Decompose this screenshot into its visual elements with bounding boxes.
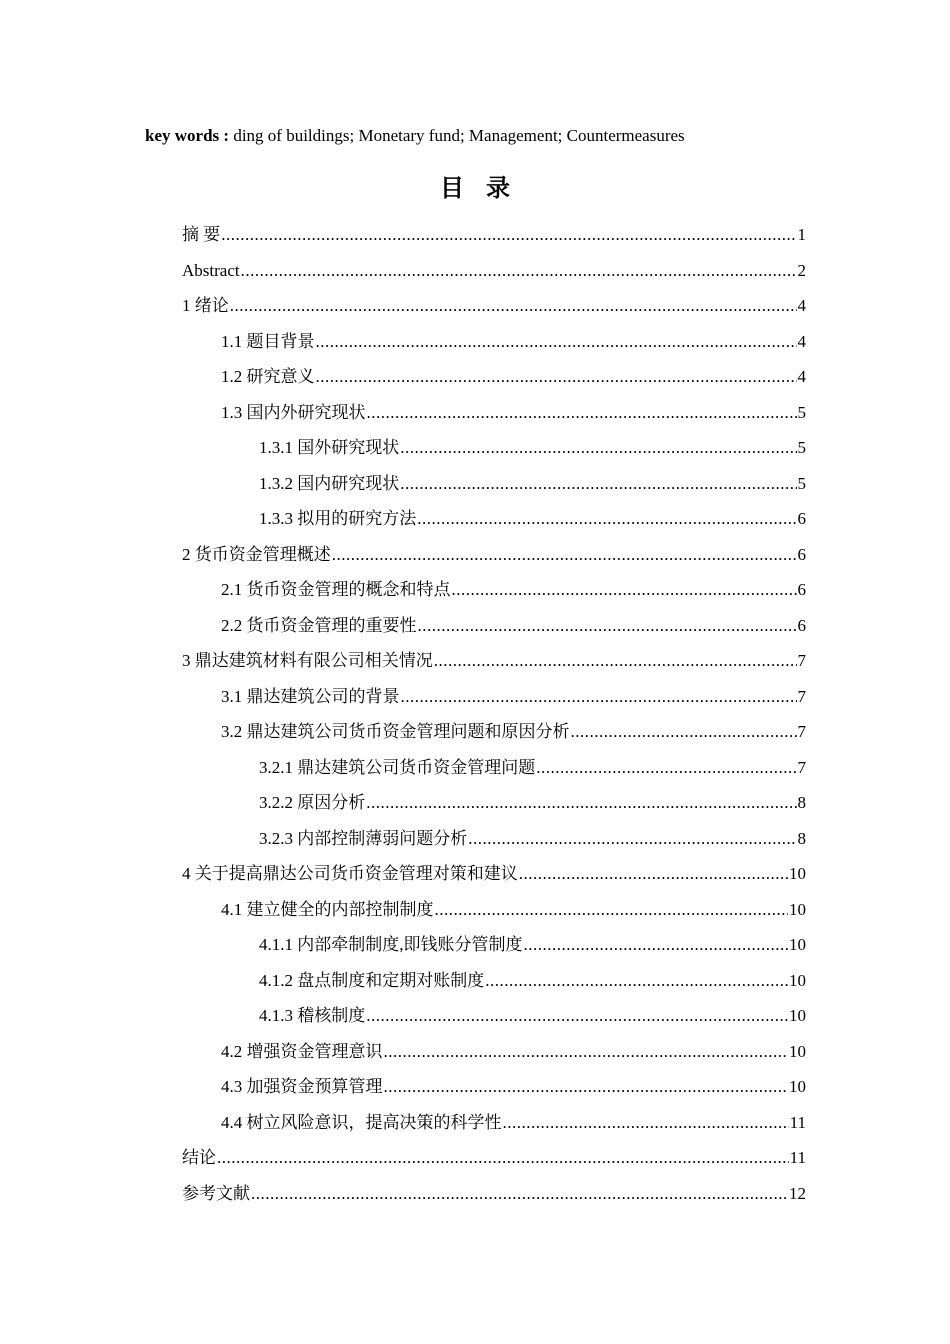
toc-entry-page: 7 <box>797 757 806 777</box>
keywords-label: key words : <box>145 126 230 145</box>
toc-entry[interactable] <box>182 648 806 684</box>
toc-entry-page: 11 <box>789 1112 806 1132</box>
toc-entry[interactable] <box>182 790 806 826</box>
toc-leader-dots <box>417 506 796 532</box>
toc-leader-dots <box>316 364 797 390</box>
toc-leader-dots <box>366 790 796 816</box>
toc-entry[interactable] <box>182 1181 806 1217</box>
toc-leader-dots <box>434 648 797 674</box>
toc-entry-title: 摘 要 <box>182 225 221 244</box>
toc-entry-page: 5 <box>797 402 806 422</box>
toc-entry[interactable] <box>182 1110 806 1146</box>
toc-leader-dots <box>316 329 797 355</box>
toc-entry-title: 1.1 题目背景 <box>221 331 315 351</box>
toc-entry-page: 10 <box>789 1006 806 1025</box>
toc-leader-dots <box>401 684 797 710</box>
toc-entry[interactable] <box>182 1003 806 1039</box>
toc-entry-page: 6 <box>797 509 806 528</box>
toc-entry[interactable] <box>182 471 806 507</box>
toc-entry[interactable] <box>182 293 806 329</box>
toc-leader-dots <box>571 719 797 745</box>
toc-entry[interactable] <box>182 435 806 471</box>
toc-entry-title: 2.2 货币资金管理的重要性 <box>221 615 417 635</box>
toc-entry-title: 4.1 建立健全的内部控制制度 <box>221 899 434 919</box>
toc-entry[interactable] <box>182 258 806 294</box>
toc-entry-title: 4 关于提高鼎达公司货币资金管理对策和建议 <box>182 864 518 883</box>
toc-entry-title: 1.3 国内外研究现状 <box>221 402 366 422</box>
toc-entry-page: 4 <box>797 367 806 386</box>
toc-leader-dots <box>217 1145 789 1171</box>
toc-entry-title: 4.1.2 盘点制度和定期对账制度 <box>259 970 485 990</box>
toc-leader-dots <box>452 577 797 603</box>
toc-entry-page: 8 <box>797 793 806 812</box>
toc-entry-title: Abstract <box>182 260 240 280</box>
toc-entry-title: 3.2 鼎达建筑公司货币资金管理问题和原因分析 <box>221 722 570 741</box>
toc-entry-title: 1.3.2 国内研究现状 <box>259 473 400 493</box>
toc-entry-page: 10 <box>789 970 806 990</box>
toc-entry-title: 3.2.2 原因分析 <box>259 793 366 812</box>
toc-entry-title: 1.3.1 国外研究现状 <box>259 438 400 457</box>
toc-entry[interactable] <box>182 506 806 542</box>
toc-entry-page: 8 <box>797 828 806 848</box>
toc-title: 目录 <box>440 174 532 202</box>
toc-entry-page: 12 <box>789 1183 806 1203</box>
toc-leader-dots <box>221 222 796 248</box>
toc-entry[interactable] <box>182 577 806 613</box>
toc-entry-page: 7 <box>797 686 806 706</box>
toc-entry[interactable] <box>182 897 806 933</box>
toc-leader-dots <box>366 1003 788 1029</box>
toc-entry[interactable] <box>182 1039 806 1075</box>
toc-leader-dots <box>536 755 796 781</box>
toc-leader-dots <box>524 932 789 958</box>
toc-entry[interactable] <box>182 364 806 400</box>
toc-leader-dots <box>418 613 797 639</box>
toc-leader-dots <box>367 400 797 426</box>
toc-entry-title: 4.1.1 内部牵制制度,即钱账分管制度 <box>259 935 523 954</box>
toc-entry-page: 5 <box>797 438 806 457</box>
toc-entry-page: 10 <box>789 1041 806 1061</box>
toc-entry[interactable] <box>182 755 806 791</box>
toc-entry-page: 11 <box>789 1148 806 1167</box>
toc-entry-title: 1.2 研究意义 <box>221 367 315 386</box>
toc-entry-page: 5 <box>797 473 806 493</box>
toc-entry-title: 4.4 树立风险意识，提高决策的科学性 <box>221 1112 502 1132</box>
toc-entry-page: 7 <box>797 722 806 741</box>
toc-entry[interactable] <box>182 719 806 755</box>
toc-entry-title: 3.2.3 内部控制薄弱问题分析 <box>259 828 468 848</box>
toc-entry-page: 10 <box>789 899 806 919</box>
toc-leader-dots <box>384 1074 789 1100</box>
toc-leader-dots <box>241 258 797 284</box>
toc-leader-dots <box>384 1039 789 1065</box>
toc-leader-dots <box>468 826 796 852</box>
toc-entry-title: 4.2 增强资金管理意识 <box>221 1041 383 1061</box>
toc-entry[interactable] <box>182 222 806 258</box>
toc-entry[interactable] <box>182 861 806 897</box>
toc-entry-page: 4 <box>797 331 806 351</box>
toc-entry-page: 10 <box>789 1077 806 1096</box>
toc-entry-title: 4.3 加强资金预算管理 <box>221 1077 383 1096</box>
toc-entry-title: 3 鼎达建筑材料有限公司相关情况 <box>182 651 433 670</box>
toc-entry[interactable] <box>182 613 806 649</box>
toc-entry-title: 2.1 货币资金管理的概念和特点 <box>221 580 451 599</box>
toc-entry-title: 3.1 鼎达建筑公司的背景 <box>221 686 400 706</box>
toc-entry-title: 参考文献 <box>182 1183 250 1203</box>
toc-entry[interactable] <box>182 542 806 578</box>
toc-entry-page: 2 <box>797 260 806 280</box>
toc-leader-dots <box>400 471 796 497</box>
toc-entry[interactable] <box>182 1145 806 1181</box>
keywords-text: ding of buildings; Monetary fund; Management; Countermeasures <box>229 126 685 145</box>
toc-entry-title: 3.2.1 鼎达建筑公司货币资金管理问题 <box>259 757 536 777</box>
toc-entry[interactable] <box>182 400 806 436</box>
toc-entry-title: 1.3.3 拟用的研究方法 <box>259 509 417 528</box>
toc-entry-page: 6 <box>797 580 806 599</box>
toc-entry-page: 10 <box>789 935 806 954</box>
toc-entry[interactable] <box>182 684 806 720</box>
toc-entry-title: 2 货币资金管理概述 <box>182 544 331 564</box>
toc-entry-page: 1 <box>797 225 806 244</box>
toc-leader-dots <box>503 1110 789 1136</box>
toc-leader-dots <box>435 897 789 923</box>
toc-leader-dots <box>251 1181 788 1207</box>
toc-entry[interactable] <box>182 1074 806 1110</box>
toc-leader-dots <box>332 542 797 568</box>
toc-leader-dots <box>400 435 796 461</box>
toc-entry-page: 4 <box>797 296 806 315</box>
toc-leader-dots <box>519 861 788 887</box>
toc-entry[interactable] <box>182 932 806 968</box>
toc-entry-title: 结论 <box>182 1148 216 1167</box>
keywords-line <box>145 126 685 146</box>
toc-entry-page: 6 <box>797 544 806 564</box>
toc-entry-title: 4.1.3 稽核制度 <box>259 1006 366 1025</box>
toc-entry-title: 1 绪论 <box>182 296 229 315</box>
toc-leader-dots <box>485 968 788 994</box>
toc-entry-page: 6 <box>797 615 806 635</box>
toc-entry[interactable] <box>182 329 806 365</box>
table-of-contents <box>182 222 806 1216</box>
toc-entry-page: 10 <box>789 864 806 883</box>
toc-leader-dots <box>230 293 797 319</box>
toc-entry[interactable] <box>182 968 806 1004</box>
toc-entry[interactable] <box>182 826 806 862</box>
toc-entry-page: 7 <box>797 651 806 670</box>
